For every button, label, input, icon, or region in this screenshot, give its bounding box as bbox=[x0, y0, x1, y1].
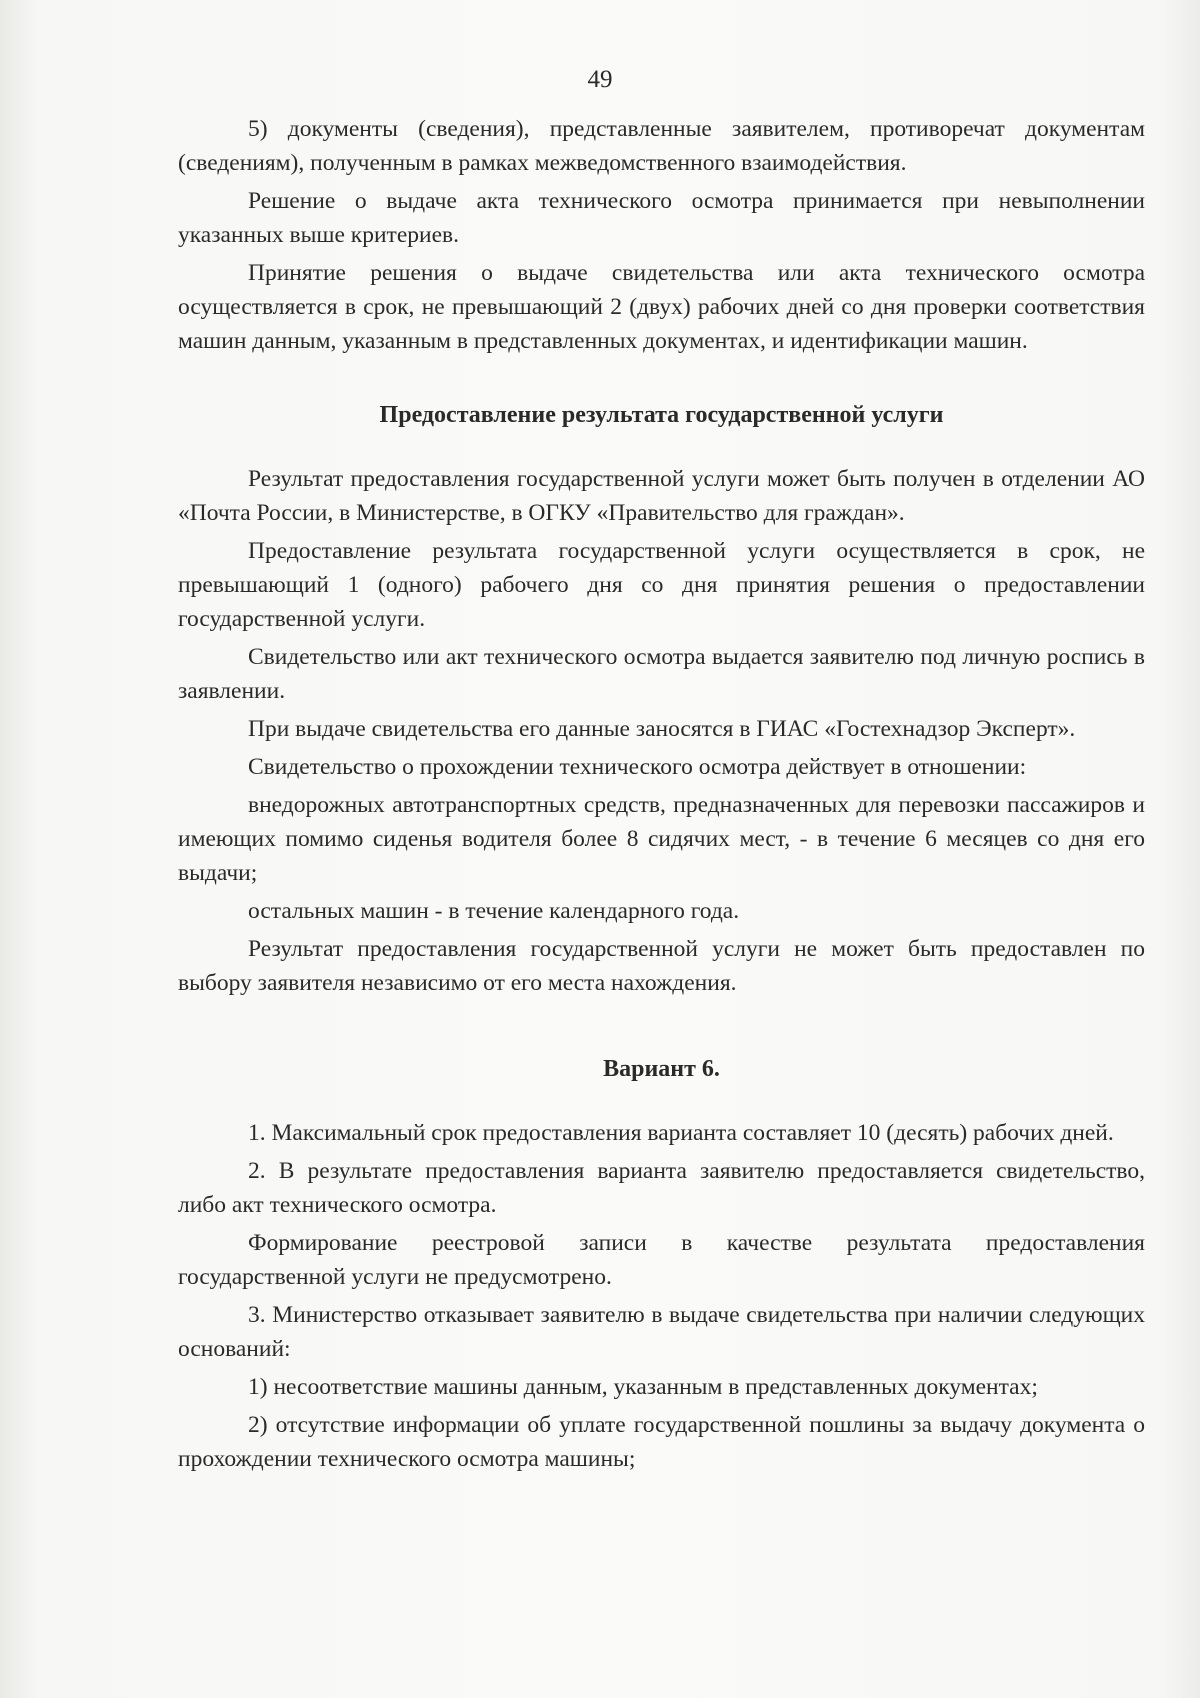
paragraph: Принятие решения о выдаче свидетельства или акта технического осмотра осуществляется в срок, не превышающий 2 (двух) рабочих дней со дня проверки соответствия машин данным, указанным в представленных документах, и идентификации машин. bbox=[178, 260, 1145, 354]
list-item: 1) несоответствие машины данным, указанным в представленных документах; bbox=[248, 1374, 1038, 1400]
paragraph: 5) документы (сведения), представленные заявителем, противоречат документам (сведениям), полученным в рамках межведомственного взаимодействия. bbox=[178, 116, 1145, 176]
paragraph: 3. Министерство отказывает заявителю в выдаче свидетельства при наличии следующих оснований: bbox=[178, 1302, 1145, 1362]
paragraph: 1. Максимальный срок предоставления варианта составляет 10 (десять) рабочих дней. bbox=[248, 1120, 1114, 1146]
paragraph: Решение о выдаче акта технического осмотра принимается при невыполнении указанных выше критериев. bbox=[178, 188, 1145, 248]
page-number: 49 bbox=[587, 66, 613, 93]
list-item: остальных машин - в течение календарного года. bbox=[248, 898, 740, 924]
document-body bbox=[178, 112, 1145, 1480]
paragraph: Результат предоставления государственной услуги может быть получен в отделении АО «Почта России, в Министерстве, в ОГКУ «Правительство для граждан». bbox=[178, 466, 1145, 526]
paragraph: Формирование реестровой записи в качестве результата предоставления государственной услуги не предусмотрено. bbox=[178, 1230, 1145, 1290]
section-heading: Вариант 6. bbox=[603, 1056, 720, 1082]
paragraph: Свидетельство или акт технического осмотра выдается заявителю под личную роспись в заявлении. bbox=[178, 644, 1145, 704]
paragraph: Результат предоставления государственной услуги не может быть предоставлен по выбору заявителя независимо от его места нахождения. bbox=[178, 936, 1145, 996]
section-heading: Предоставление результата государственной услуги bbox=[379, 402, 944, 428]
paragraph: При выдаче свидетельства его данные заносятся в ГИАС «Гостехнадзор Эксперт». bbox=[248, 716, 1076, 742]
paragraph: 2. В результате предоставления варианта заявителю предоставляется свидетельство, либо акт технического осмотра. bbox=[178, 1158, 1145, 1218]
list-item: внедорожных автотранспортных средств, предназначенных для перевозки пассажиров и имеющих помимо сиденья водителя более 8 сидячих мест, - в течение 6 месяцев со дня его выдачи; bbox=[178, 792, 1145, 886]
paragraph: Предоставление результата государственной услуги осуществляется в срок, не превышающий 1 (одного) рабочего дня со дня принятия решения о предоставлении государственной услуги. bbox=[178, 538, 1145, 632]
list-item: 2) отсутствие информации об уплате государственной пошлины за выдачу документа о прохождении технического осмотра машины; bbox=[178, 1412, 1145, 1472]
paragraph: Свидетельство о прохождении технического осмотра действует в отношении: bbox=[248, 754, 1027, 780]
